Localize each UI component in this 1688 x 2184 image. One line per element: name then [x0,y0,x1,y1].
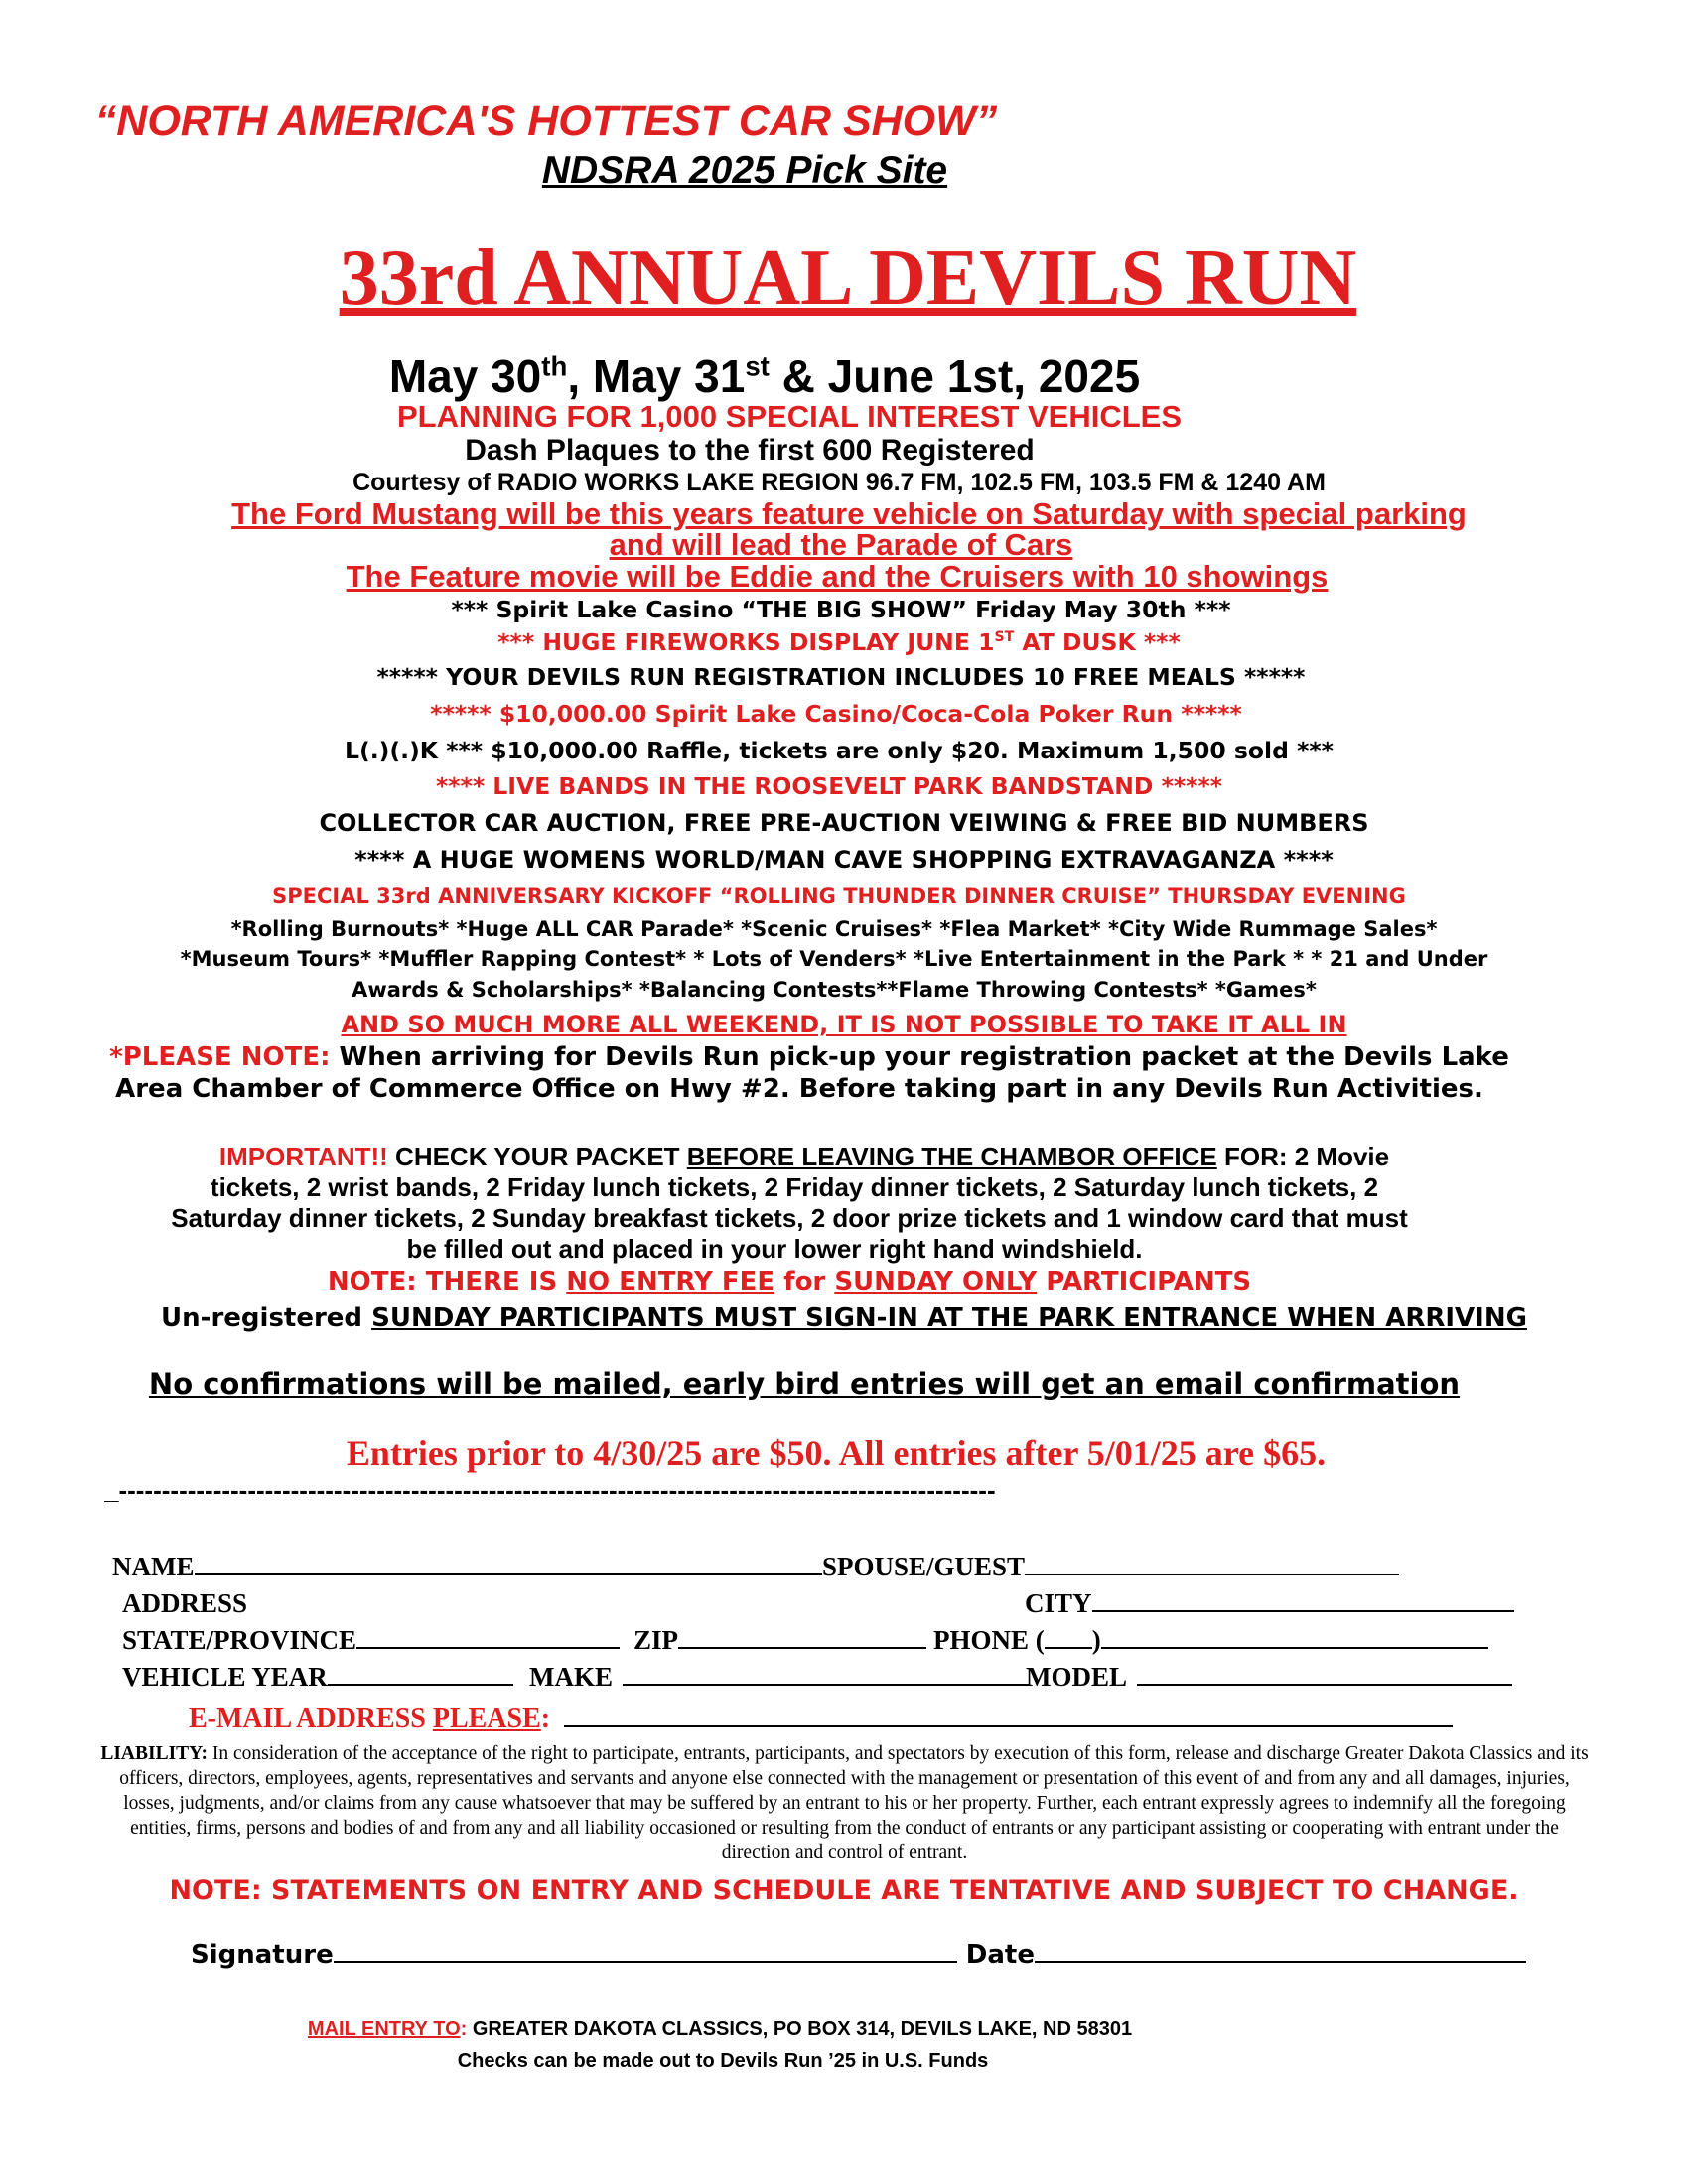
sunday-e: PARTICIPANTS [1037,1267,1252,1297]
zip-field[interactable] [633,1625,926,1656]
please-note [0,1042,1653,1072]
email-field[interactable] [189,1704,1453,1735]
mail-colon: : [460,2018,468,2040]
zip-input[interactable] [678,1625,926,1649]
spouse-input[interactable] [1025,1553,1399,1575]
feature-movie: The Feature movie will be Eddie and the Cruisers with 10 showings [346,559,1329,594]
email-input[interactable] [564,1704,1453,1727]
activities-2: *Museum Tours* *Muffler Rapping Contest* * Lots of Venders* *Live Entertainment in the Park * * 21 and Under [180,947,1488,971]
mail-address: GREATER DAKOTA CLASSICS, PO BOX 314, DEVILS LAKE, ND 58301 [467,2018,1133,2040]
date-3: & June 1st, 2025 [769,350,1141,402]
liability-label: LIABILITY: [100,1743,208,1764]
state-field[interactable] [122,1625,620,1656]
signature-input[interactable] [334,1939,957,1963]
casino-show: *** Spirit Lake Casino “THE BIG SHOW” Friday May 30th *** [451,596,1231,623]
make-label: MAKE [529,1662,613,1692]
activities-1: *Rolling Burnouts* *Huge ALL CAR Parade* *Scenic Cruises* *Flea Market* *City Wide Rummage Sales* [230,917,1438,941]
fireworks-sup: ST [994,629,1015,646]
entry-fees: Entries prior to 4/30/25 are $50. All entries after 5/01/25 are $65. [346,1433,1327,1473]
sunday-note [0,1267,1633,1297]
date-2: , May 31 [567,350,746,402]
important-line-3: Saturday dinner tickets, 2 Sunday breakfast tickets, 2 door prize tickets and 1 window card that must [171,1203,1408,1233]
model-label: MODEL [1026,1662,1128,1692]
date-label: Date [965,1940,1035,1970]
liability [97,1741,1592,1865]
subtitle-text: NDSRA 2025 Pick Site [541,149,948,192]
name-input[interactable] [195,1552,822,1575]
signature-field[interactable] [191,1939,1526,1970]
state-input[interactable] [356,1625,620,1649]
city-input[interactable] [1092,1588,1514,1612]
name-label: NAME [112,1552,195,1581]
kickoff: SPECIAL 33rd ANNIVERSARY KICKOFF “ROLLING THUNDER DINNER CRUISE” THURSDAY EVENING [272,885,1406,908]
tagline: “NORTH AMERICA'S HOTTEST CAR SHOW” [94,97,998,145]
fireworks-a: *** HUGE FIREWORKS DISPLAY JUNE 1 [497,628,995,656]
mustang-line-1: The Ford Mustang will be this years feature vehicle on Saturday with special parking [231,496,1467,531]
email-label-a: E-MAIL ADDRESS [189,1704,433,1734]
make-input[interactable] [623,1662,1030,1686]
name-field[interactable] [112,1552,822,1582]
poker-run: ***** $10,000.00 Spirit Lake Casino/Coca-Cola Poker Run ***** [430,700,1242,728]
mail-label: MAIL ENTRY TO [307,2018,461,2040]
please-note-label: *PLEASE NOTE: [109,1042,331,1072]
cut-line: _------------------------------------------------------------------------------------------------------ [104,1475,996,1505]
raffle: L(.)(.)K *** $10,000.00 Raffle, tickets are only $20. Maximum 1,500 sold *** [345,737,1334,764]
important [0,1142,1648,1172]
activities-3: Awards & Scholarships* *Balancing Contests**Flame Throwing Contests* *Games* [352,978,1317,1002]
sunday-b: NO ENTRY FEE [566,1267,775,1297]
fireworks [0,628,1683,656]
sunday-f: Un-registered [161,1303,372,1333]
year-label: VEHICLE YEAR [122,1662,328,1692]
important-c: FOR: 2 Movie [1216,1142,1390,1171]
courtesy: Courtesy of RADIO WORKS LAKE REGION 96.7 FM, 102.5 FM, 103.5 FM & 1240 AM [352,469,1326,496]
subtitle [0,149,1589,193]
date-1-sup: th [541,350,568,382]
phone-input[interactable] [1101,1625,1488,1649]
car-auction: COLLECTOR CAR AUCTION, FREE PRE-AUCTION VEIWING & FREE BID NUMBERS [319,809,1369,837]
spouse-label: SPOUSE/GUEST [822,1552,1026,1581]
important-label: IMPORTANT!! [218,1142,388,1171]
state-label: STATE/PROVINCE [122,1625,357,1655]
city-field[interactable] [1025,1588,1514,1619]
important-line-2: tickets, 2 wrist bands, 2 Friday lunch tickets, 2 Friday dinner tickets, 2 Saturday lunch tickets, 2 [210,1172,1379,1202]
page-title-text: 33rd ANNUAL DEVILS RUN [339,234,1357,322]
phone-field[interactable] [933,1625,1488,1656]
checks-note: Checks can be made out to Devils Run ’25 in U.S. Funds [457,2050,989,2072]
email-label-c: : [540,1704,551,1734]
liability-text: In consideration of the acceptance of the right to participate, entrants, participants, and spectators by execution of this form, release and discharge Greater Dakota Classics and its officers, directors, employees, agents, representatives and servants and anyone else connected with the management or presentation of this event of and from any and all damages, injuries, losses, judgments, and/or claims from any cause whatsoever that may be suffered by an entrant to his or her property. Further, each entrant expressly agrees to indemnify all the foregoing entities, firms, persons and bodies of and from any and all liability occasioned or resulting from the conduct of entrants or any participant assisting or cooperating with entrant under the direction and control of entrant. [119,1743,1589,1863]
plaques: Dash Plaques to the first 600 Registered [465,434,1035,467]
signature-label: Signature [191,1940,334,1970]
date-1: May 30 [388,350,542,402]
model-field[interactable] [1026,1662,1512,1693]
year-input[interactable] [328,1662,513,1686]
page-title [4,233,1688,324]
important-b: BEFORE LEAVING THE CHAMBOR OFFICE [686,1142,1217,1171]
planning: PLANNING FOR 1,000 SPECIAL INTEREST VEHICLES [396,399,1183,434]
sunday-d: SUNDAY ONLY [834,1267,1038,1297]
event-dates [0,349,1609,403]
make-field[interactable] [529,1662,1030,1693]
sunday-g: SUNDAY PARTICIPANTS MUST SIGN-IN AT THE PARK ENTRANCE WHEN ARRIVING [371,1303,1527,1333]
mustang-line-2: and will lead the Parade of Cars [609,527,1073,562]
sunday-signin [0,1303,1688,1333]
free-meals: ***** YOUR DEVILS RUN REGISTRATION INCLUDES 10 FREE MEALS ***** [376,663,1306,691]
womens-world: **** A HUGE WOMENS WORLD/MAN CAVE SHOPPING EXTRAVAGANZA **** [354,846,1334,874]
zip-label: ZIP [633,1625,679,1655]
phone-area-input[interactable] [1045,1625,1092,1649]
so-much-more: AND SO MUCH MORE ALL WEEKEND, IT IS NOT POSSIBLE TO TAKE IT ALL IN [341,1011,1347,1038]
city-label: CITY [1025,1588,1092,1618]
please-note-2: Area Chamber of Commerce Office on Hwy #2. Before taking part in any Devils Run Activities. [115,1074,1483,1104]
fireworks-b: AT DUSK *** [1014,628,1181,656]
sunday-a: NOTE: THERE IS [327,1267,567,1297]
important-line-4: be filled out and placed in your lower right hand windshield. [406,1234,1143,1264]
important-a: CHECK YOUR PACKET [387,1142,687,1171]
sunday-c: for [774,1267,835,1297]
email-label-b: PLEASE [432,1704,541,1734]
date-input[interactable] [1035,1939,1526,1963]
please-note-text: When arriving for Devils Run pick-up your registration packet at the Devils Lake [330,1042,1509,1072]
spouse-field[interactable] [822,1552,1399,1582]
tentative-note: NOTE: STATEMENTS ON ENTRY AND SCHEDULE ARE TENTATIVE AND SUBJECT TO CHANGE. [169,1875,1519,1906]
address-label: ADDRESS [122,1588,248,1618]
mail-entry [0,2018,1564,2041]
no-confirmations: No confirmations will be mailed, early bird entries will get an email confirmation [148,1367,1461,1401]
date-2-sup: st [745,350,770,382]
live-bands: **** LIVE BANDS IN THE ROOSEVELT PARK BANDSTAND ***** [435,772,1223,800]
model-input[interactable] [1137,1662,1512,1686]
year-field[interactable] [122,1662,513,1693]
phone-label: PHONE ( [933,1625,1045,1655]
phone-close: ) [1091,1625,1101,1655]
